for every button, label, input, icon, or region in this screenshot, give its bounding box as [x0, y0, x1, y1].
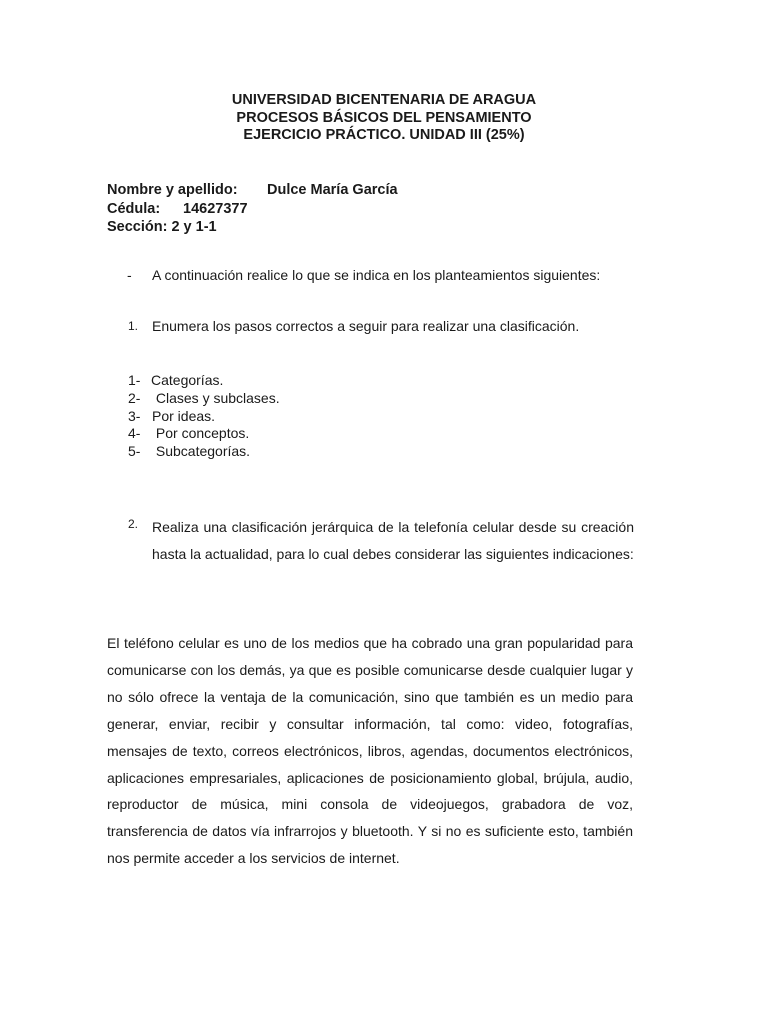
question-2-text: Realiza una clasificación jerárquica de la telefonía celular desde su creación hasta la actualidad, para lo cual debes considerar las siguientes indicaciones: [152, 519, 634, 562]
question-2-number: 2. [128, 517, 139, 531]
name-row [107, 181, 398, 200]
step-text: Categorías. [151, 372, 224, 388]
name-value: Dulce María García [267, 182, 398, 198]
steps-list [128, 372, 280, 461]
list-item [128, 443, 280, 461]
step-number: 1- [128, 372, 141, 388]
section-label: Sección: 2 y 1-1 [107, 219, 217, 235]
section-row [107, 218, 238, 237]
university-name: UNIVERSIDAD BICENTENARIA DE ARAGUA [231, 92, 537, 108]
list-item [128, 408, 280, 426]
question-2 [128, 514, 634, 568]
step-number: 5- [128, 443, 141, 460]
name-label: Nombre y apellido: [107, 182, 238, 198]
student-info [107, 181, 398, 237]
step-text: Por conceptos. [152, 425, 250, 442]
id-row [107, 200, 248, 219]
question-1-text: Enumera los pasos correctos a seguir para realizar una clasificación. [152, 318, 580, 334]
step-number: 2- [128, 389, 141, 406]
list-item [128, 372, 280, 390]
list-item [128, 390, 280, 408]
step-text: Clases y subclases. [152, 389, 280, 406]
exercise-title: EJERCICIO PRÁCTICO. UNIDAD III (25%) [243, 127, 525, 143]
id-value: 14627377 [183, 200, 248, 217]
instructions-line [127, 267, 600, 283]
question-1-number: 1. [128, 319, 139, 333]
instructions-text: A continuación realice lo que se indica en los planteamientos siguientes: [152, 267, 601, 283]
step-text: Por ideas. [152, 407, 216, 424]
list-item [128, 425, 280, 443]
instructions-marker: - [127, 267, 132, 283]
step-number: 3- [128, 407, 141, 424]
step-number: 4- [128, 425, 141, 442]
id-label: Cédula: [107, 200, 161, 217]
step-text: Subcategorías. [152, 443, 251, 460]
body-paragraph: El teléfono celular es uno de los medios que ha cobrado una gran popularidad para comunicarse con los demás, ya que es posible comunicarse desde cualquier lugar y no sólo ofrece la ventaja de la comunicación, sino que también es un medio para generar, enviar, recibir y consultar información, tal como: video, fotografías, mensajes de texto, correos electrónicos, libros, agendas, documentos electrónicos, aplicaciones empresariales, aplicaciones de posicionamiento global, brújula, audio, reproductor de música, mini consola de videojuegos, grabadora de voz, transferencia de datos vía infrarrojos y bluetooth. Y si no es suficiente esto, también nos permite acceder a los servicios de internet. [107, 635, 633, 867]
course-name: PROCESOS BÁSICOS DEL PENSAMIENTO [236, 109, 532, 126]
document-header [0, 92, 768, 145]
